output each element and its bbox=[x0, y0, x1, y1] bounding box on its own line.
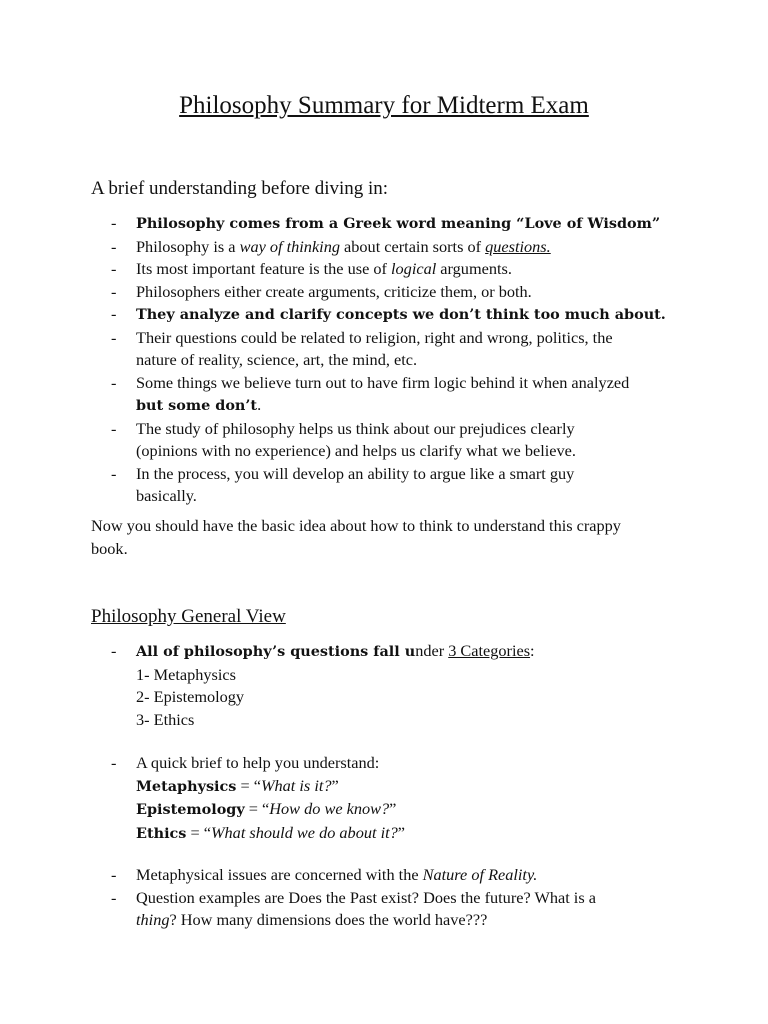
closing-paragraph bbox=[91, 515, 681, 560]
categories-list bbox=[91, 640, 681, 731]
definition-ethics bbox=[136, 822, 681, 846]
section-heading-brief: A brief understanding before diving in: bbox=[91, 178, 389, 199]
section-heading-general-view: Philosophy General View bbox=[91, 606, 286, 627]
quote: ” bbox=[331, 775, 339, 795]
bullet-text: Some things we believe turn out to have firm logic behind it when analyzed bbox=[136, 372, 630, 392]
list-item bbox=[91, 752, 681, 845]
bullet-text: Its most important feature is the use of bbox=[136, 259, 392, 278]
emphasis-text: way of thinking bbox=[239, 236, 340, 256]
bullet-text: arguments. bbox=[436, 259, 512, 278]
list-item bbox=[91, 236, 681, 259]
bullet-text: All of philosophy’s questions fall u bbox=[136, 643, 416, 660]
list-item bbox=[91, 303, 681, 327]
bullet-text: The study of philosophy helps us think about our prejudices clearly bbox=[136, 418, 575, 438]
equals: = “ bbox=[186, 822, 211, 842]
list-item bbox=[91, 258, 681, 281]
bullet-dash: - bbox=[111, 213, 117, 232]
bullet-dash: - bbox=[111, 641, 117, 660]
paragraph-text: Now you should have the basic idea about how to think to understand this crappy bbox=[91, 516, 621, 535]
bullet-dash: - bbox=[111, 327, 117, 347]
bullet-dash: - bbox=[111, 753, 117, 772]
categories-count-text: 3 Categories bbox=[448, 641, 531, 660]
definition-metaphysics bbox=[136, 775, 681, 799]
bullet-dash: - bbox=[111, 887, 117, 907]
category-item: 2- Epistemology bbox=[136, 687, 245, 706]
bullet-text: A quick brief to help you understand: bbox=[136, 753, 380, 772]
bullet-text: ? How many dimensions does the world have??? bbox=[169, 910, 488, 929]
emphasis-text: logical bbox=[391, 259, 437, 278]
paragraph-text: book. bbox=[91, 538, 128, 558]
bullet-dash: - bbox=[111, 865, 117, 884]
bullet-dash: - bbox=[111, 259, 117, 278]
list-item bbox=[91, 640, 681, 731]
brief-definitions-list bbox=[91, 752, 681, 845]
definition-epistemology bbox=[136, 798, 681, 822]
list-item: - Some things we believe turn out to have firm logic behind it when analyzed but some don’t. bbox=[91, 372, 681, 418]
emphasis-text: Nature of Reality. bbox=[422, 865, 538, 884]
bullet-text: : bbox=[530, 641, 535, 660]
equals: = “ bbox=[236, 775, 261, 795]
bullet-dash: - bbox=[111, 281, 117, 301]
list-item bbox=[91, 281, 681, 304]
bullet-text: In the process, you will develop an ability to argue like a smart guy bbox=[136, 463, 575, 483]
list-item bbox=[91, 212, 681, 236]
bullet-text: nature of reality, science, art, the mind, etc. bbox=[136, 350, 418, 369]
list-item bbox=[91, 327, 681, 372]
bullet-text: They analyze and clarify concepts we don’t think too much about. bbox=[136, 306, 666, 323]
list-item bbox=[91, 864, 681, 887]
bullet-text: Metaphysical issues are concerned with the bbox=[136, 865, 423, 884]
bullet-dash: - bbox=[111, 463, 117, 483]
quote: ” bbox=[389, 799, 397, 818]
list-item bbox=[91, 418, 681, 463]
quote: ” bbox=[397, 822, 405, 842]
category-item: 1- Metaphysics bbox=[136, 664, 236, 684]
bullet-text: nder bbox=[415, 641, 449, 660]
term: Epistemology bbox=[136, 801, 245, 818]
question: What is it? bbox=[260, 775, 332, 795]
bullet-text: Philosophy is a bbox=[136, 236, 240, 256]
bullet-dash: - bbox=[111, 304, 117, 323]
emphasis-text: questions. bbox=[485, 236, 551, 256]
metaphysics-list bbox=[91, 864, 681, 932]
equals: = “ bbox=[244, 799, 270, 818]
category-item: 3- Ethics bbox=[136, 709, 195, 729]
term: Metaphysics bbox=[136, 777, 237, 795]
bullet-text: Philosophers either create arguments, criticize them, or both. bbox=[136, 281, 532, 301]
brief-bullet-list bbox=[91, 212, 681, 508]
bullet-text: (opinions with no experience) and helps us clarify what we believe. bbox=[136, 441, 576, 460]
bullet-text: about certain sorts of bbox=[339, 236, 486, 256]
question: How do we know? bbox=[269, 799, 390, 818]
list-item bbox=[91, 887, 681, 932]
term: Ethics bbox=[136, 824, 187, 842]
bullet-text: basically. bbox=[136, 486, 197, 505]
bullet-dash: - bbox=[111, 372, 117, 392]
page-title: Philosophy Summary for Midterm Exam bbox=[179, 92, 589, 119]
bullet-text: Their questions could be related to religion, right and wrong, politics, the bbox=[136, 327, 613, 347]
bullet-dash: - bbox=[111, 418, 117, 438]
bullet-text: Philosophy comes from a Greek word meaning “Love of Wisdom” bbox=[136, 215, 661, 232]
bullet-text: Question examples are Does the Past exist? Does the future? What is a bbox=[136, 887, 596, 907]
bullet-text: but some don’t bbox=[136, 397, 258, 414]
bullet-dash: - bbox=[111, 236, 117, 256]
list-item bbox=[91, 463, 681, 508]
question: What should we do about it? bbox=[210, 822, 398, 842]
emphasis-text: thing bbox=[136, 910, 170, 929]
